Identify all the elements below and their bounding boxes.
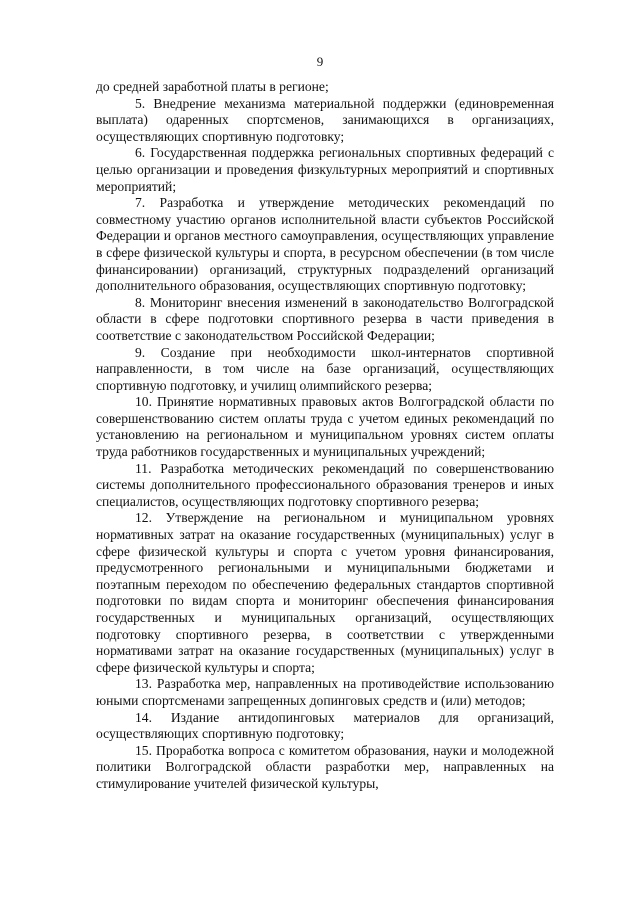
document-body [96,79,554,793]
paragraph-item-7: 7. Разработка и утверждение методических рекомендаций по совместному участию органов исполнительной власти субъектов Российской Федерации и органов местного самоуправления, осуществляющих управление в сфере физической культуры и спорта, в ресурсном обеспечении (в том числе финансировании) организаций, структурных подразделений организаций дополнительного образования, осуществляющих спортивную подготовку; [96,195,554,294]
paragraph-item-13: 13. Разработка мер, направленных на противодействие использованию юными спортсменами запрещенных допинговых средств и (или) методов; [96,676,554,708]
paragraph-item-10: 10. Принятие нормативных правовых актов Волгоградской области по совершенствованию систем оплаты труда с учетом единых рекомендаций по установлению на региональном и муниципальном уровнях систем оплаты труда работников государственных и муниципальных учреждений; [96,394,554,460]
page-number: 9 [316,54,324,69]
paragraph-item-15: 15. Проработка вопроса с комитетом образования, науки и молодежной политики Волгоградской области разработки мер, направленных на стимулирование учителей физической культуры, [96,742,554,791]
paragraph-item-14: 14. Издание антидопинговых материалов для организаций, осуществляющих спортивную подготовку; [96,709,554,742]
paragraph-item-8: 8. Мониторинг внесения изменений в законодательство Волгоградской области в сфере подготовки спортивного резерва в части приведения в соответствие с законодательством Российской Федерации; [96,294,554,343]
paragraph-item-6: 6. Государственная поддержка региональных спортивных федераций с целью организации и проведения физкультурных мероприятий и спортивных мероприятий; [96,145,554,194]
paragraph-item-11: 11. Разработка методических рекомендаций по совершенствованию системы дополнительного профессионального образования тренеров и иных специалистов, осуществляющих подготовку спортивного резерва; [96,460,554,509]
paragraph-item-12: 12. Утверждение на региональном и муниципальном уровнях нормативных затрат на оказание государственных (муниципальных) услуг в сфере физической культуры и спорта с учетом уровня финансирования, предусмотренного региональными и муниципальными бюджетами и поэтапным переходом по обеспечению федеральных стандартов спортивной подготовки по видам спорта и мониторинг обеспечения финансирования государственных и муниципальных организаций, осуществляющих подготовку спортивного резерва, в соответствии с утвержденными нормативами затрат на оказание государственных (муниципальных) услуг в сфере физической культуры и спорта; [96,510,554,675]
paragraph-continuation: до средней заработной платы в регионе; [96,79,329,94]
paragraph-item-5: 5. Внедрение механизма материальной поддержки (единовременная выплата) одаренных спортсменов, занимающихся в организациях, осуществляющих спортивную подготовку; [96,95,554,144]
paragraph-item-9: 9. Создание при необходимости школ-интернатов спортивной направленности, в том числе на базе организаций, осуществляющих спортивную подготовку, и училищ олимпийского резерва; [96,344,554,393]
